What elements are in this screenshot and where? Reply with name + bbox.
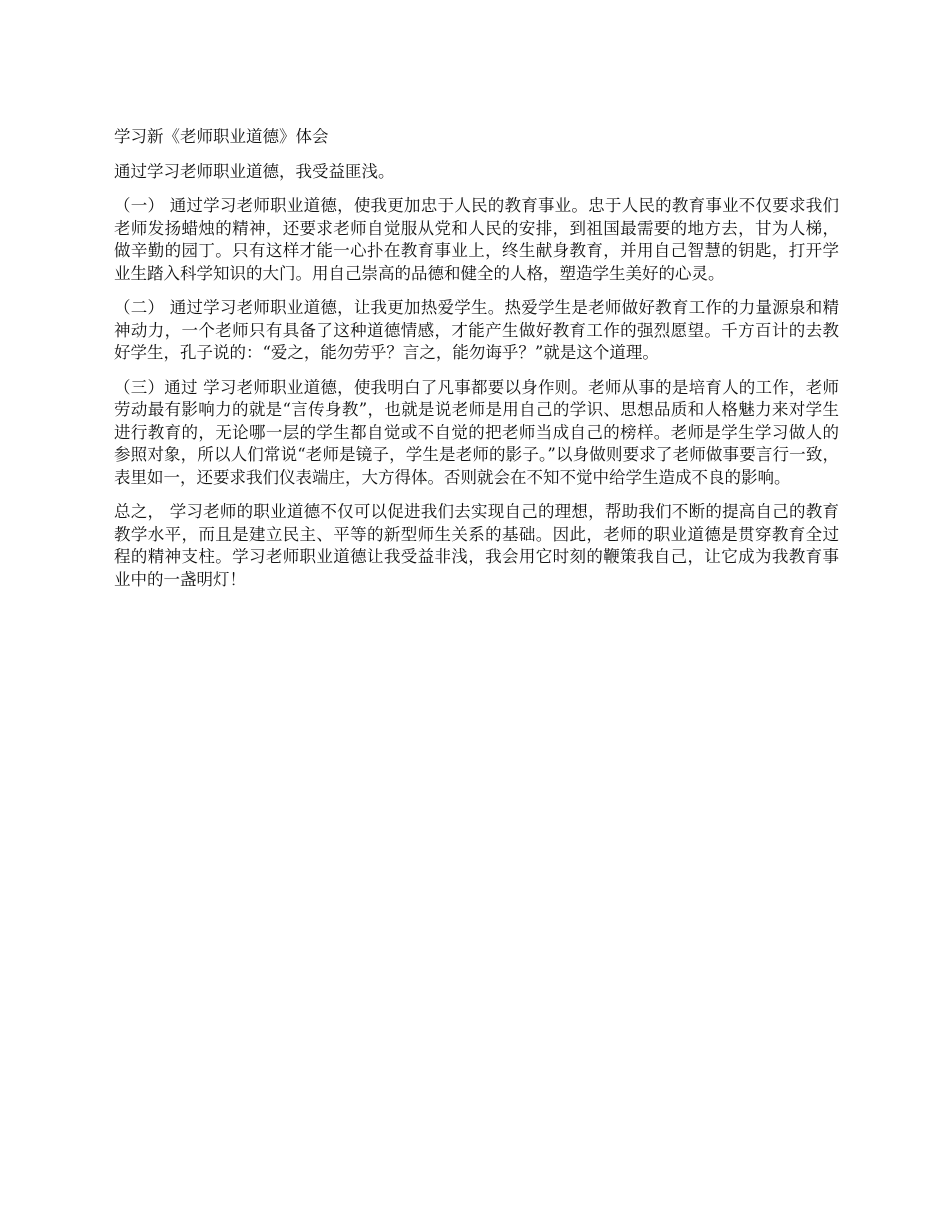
document-title: 学习新《老师职业道德》体会 — [114, 127, 329, 146]
paragraph-three: （三）通过 学习老师职业道德，使我明白了凡事都要以身作则。老师从事的是培育人的工作，老师劳动最有影响力的就是“言传身教”，也就是说老师是用自己的学识、思想品质和人格魅力来对学生进行教育的，无论哪一层的学生都自觉或不自觉的把老师当成自己的榜样。老师是学生学习做人的参照对象，所以人们常说“老师是镜子，学生是老师的影子。”以身做则要求了老师做事要言行一致，表里如一，还要求我们仪表端庄，大方得体。否则就会在不知不觉中给学生造成不良的影响。 — [114, 377, 839, 487]
paragraph-two: （二） 通过学习老师职业道德，让我更加热爱学生。热爱学生是老师做好教育工作的力量源泉和精神动力，一个老师只有具备了这种道德情感，才能产生做好教育工作的强烈愿望。千方百计的去教好学生，孔子说的：“爱之，能勿劳乎？言之，能勿诲乎？”就是这个道理。 — [114, 298, 839, 362]
paragraph-one: （一） 通过学习老师职业道德，使我更加忠于人民的教育事业。忠于人民的教育事业不仅要求我们老师发扬蜡烛的精神，还要求老师自觉服从党和人民的安排，到祖国最需要的地方去，甘为人梯，做辛勤的园丁。只有这样才能一心扑在教育事业上，终生献身教育，并用自己智慧的钥匙，打开学业生踏入科学知识的大门。用自己崇高的品德和健全的人格，塑造学生美好的心灵。 — [114, 196, 839, 283]
intro-paragraph: 通过学习老师职业道德，我受益匪浅。 — [114, 161, 395, 181]
document-page — [114, 126, 839, 603]
conclusion-paragraph: 总之， 学习老师的职业道德不仅可以促进我们去实现自己的理想，帮助我们不断的提高自己的教育教学水平，而且是建立民主、平等的新型师生关系的基础。因此，老师的职业道德是贯穿教育全过程的精神支柱。学习老师职业道德让我受益非浅，我会用它时刻的鞭策我自己，让它成为我教育事业中的一盏明灯！ — [114, 502, 839, 589]
